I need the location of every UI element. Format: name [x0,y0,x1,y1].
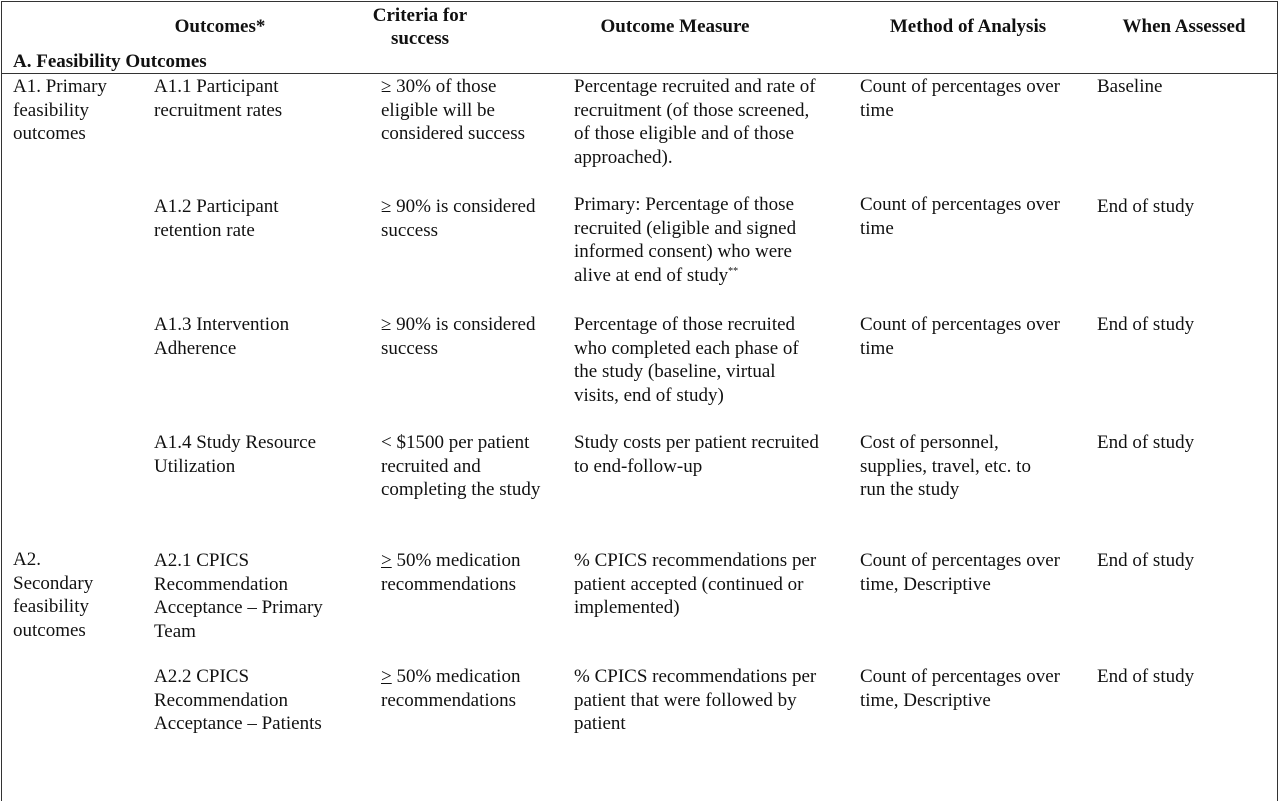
section-title: A. Feasibility Outcomes [13,51,207,72]
row-method: Count of percentages over time [860,314,1060,359]
row-when: End of study [1097,196,1195,217]
footnote-marker: ** [728,265,739,277]
row-measure-text: Primary: Percentage of those recruited (eligible and signed informed consent) who were alive at end of study [574,194,797,286]
row-criteria [381,549,520,596]
header-when: When Assessed [1122,16,1246,37]
row-measure [574,193,796,287]
header-outcomes: Outcomes* [174,16,266,37]
header-criteria: Criteria for success [372,5,468,49]
row-criteria: ≥ 90% is considered success [381,314,536,359]
row-criteria: < $1500 per patient recruited and completing the study [381,432,541,500]
row-measure: Percentage recruited and rate of recruitment (of those screened, of those eligible and of those approached). [574,76,816,168]
row-method: Count of percentages over time, Descriptive [860,550,1060,595]
row-when: End of study [1097,550,1195,571]
row-measure: Percentage of those recruited who completed each phase of the study (baseline, virtual visits, end of study) [574,314,799,406]
row-method: Count of percentages over time [860,194,1060,239]
row-measure: % CPICS recommendations per patient that were followed by patient [574,666,817,734]
row-criteria [381,665,520,712]
header-outcome-measure: Outcome Measure [600,16,750,37]
greater-equal-symbol: > [381,550,392,571]
row-outcome: A1.3 Intervention Adherence [154,314,290,359]
row-outcome: A2.1 CPICS Recommendation Acceptance – Primary Team [154,550,323,642]
row-when: End of study [1097,432,1195,453]
row-method: Count of percentages over time [860,76,1060,121]
row-when: End of study [1097,666,1195,687]
row-measure: % CPICS recommendations per patient accepted (continued or implemented) [574,550,817,618]
row-outcome: A1.2 Participant retention rate [154,196,279,241]
row-outcome: A1.4 Study Resource Utilization [154,432,317,477]
row-outcome: A2.2 CPICS Recommendation Acceptance – Patients [154,666,322,734]
row-criteria: ≥ 30% of those eligible will be considered success [381,76,526,144]
row-when: Baseline [1097,76,1163,97]
row-outcome: A1.1 Participant recruitment rates [154,76,283,121]
header-method: Method of Analysis [889,16,1047,37]
row-criteria-text: 50% medication recommendations [381,666,521,711]
greater-equal-symbol: > [381,666,392,687]
row-criteria: ≥ 90% is considered success [381,196,536,241]
row-method: Cost of personnel, supplies, travel, etc. to run the study [860,432,1031,500]
row-method: Count of percentages over time, Descriptive [860,666,1060,711]
row-when: End of study [1097,314,1195,335]
group-label: A2. Secondary feasibility outcomes [13,549,94,641]
row-criteria-text: 50% medication recommendations [381,550,521,595]
section-rule [1,73,1278,74]
group-label: A1. Primary feasibility outcomes [13,76,107,144]
row-measure: Study costs per patient recruited to end-follow-up [574,432,819,477]
